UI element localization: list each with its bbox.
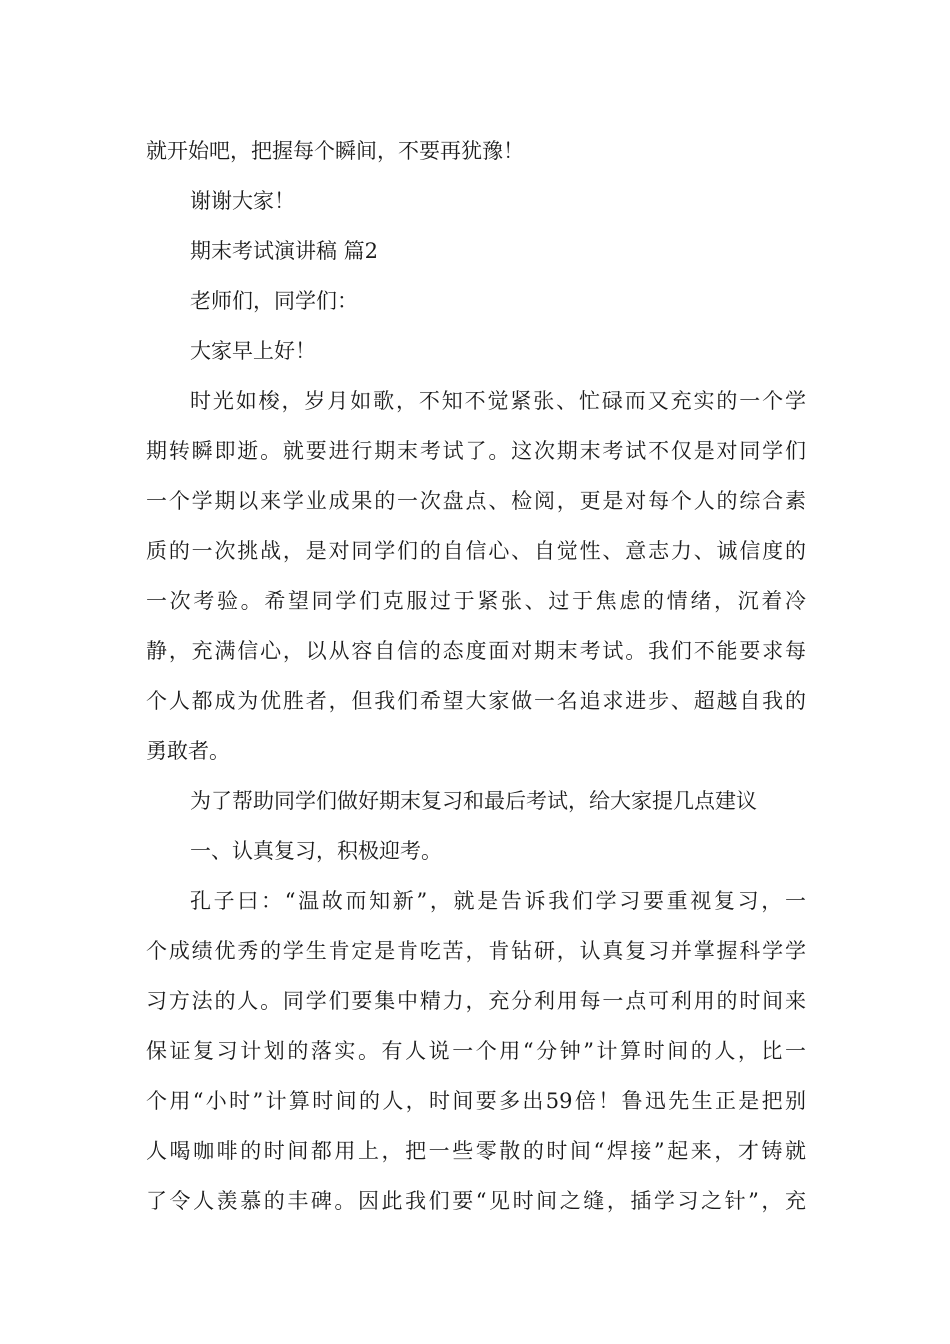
section-heading: 期末考试演讲稿 篇2: [190, 239, 379, 263]
text-line: 勇敢者。: [146, 739, 230, 763]
text-line: 时光如梭，岁月如歌，不知不觉紧张、忙碌而又充实的一个学: [190, 389, 806, 413]
text-line: 就开始吧，把握每个瞬间，不要再犹豫！: [146, 139, 524, 163]
text-line: 期转瞬即逝。就要进行期末考试了。这次期末考试不仅是对同学们: [146, 439, 806, 463]
text-line: 一、认真复习，积极迎考。: [190, 839, 442, 863]
text-line: 静，充满信心，以从容自信的态度面对期末考试。我们不能要求每: [146, 639, 806, 663]
text-line: 一次考验。希望同学们克服过于紧张、过于焦虑的情绪，沉着冷: [146, 589, 806, 613]
text-line: 谢谢大家！: [190, 189, 295, 213]
text-line: 为了帮助同学们做好期末复习和最后考试，给大家提几点建议: [190, 789, 757, 813]
document-body: [146, 126, 806, 1226]
text-line: 质的一次挑战，是对同学们的自信心、自觉性、意志力、诚信度的: [146, 539, 806, 563]
text-line: 老师们，同学们：: [190, 289, 358, 313]
text-line: 个人都成为优胜者，但我们希望大家做一名追求进步、超越自我的: [146, 689, 806, 713]
text-line: 习方法的人。同学们要集中精力，充分利用每一点可利用的时间来: [146, 989, 806, 1013]
text-line: 了令人羡慕的丰碑。因此我们要“见时间之缝，插学习之针”，充: [146, 1189, 806, 1213]
text-line: 一个学期以来学业成果的一次盘点、检阅，更是对每个人的综合素: [146, 489, 806, 513]
text-line: 个成绩优秀的学生肯定是肯吃苦，肯钻研，认真复习并掌握科学学: [146, 939, 806, 963]
text-line: 大家早上好！: [190, 339, 316, 363]
text-line: 个用“小时”计算时间的人，时间要多出59倍！鲁迅先生正是把别: [146, 1089, 806, 1113]
text-line: 人喝咖啡的时间都用上，把一些零散的时间“焊接”起来，才铸就: [146, 1139, 806, 1163]
text-line: 保证复习计划的落实。有人说一个用“分钟”计算时间的人，比一: [146, 1039, 806, 1063]
text-line: 孔子曰：“温故而知新”，就是告诉我们学习要重视复习，一: [190, 889, 806, 913]
